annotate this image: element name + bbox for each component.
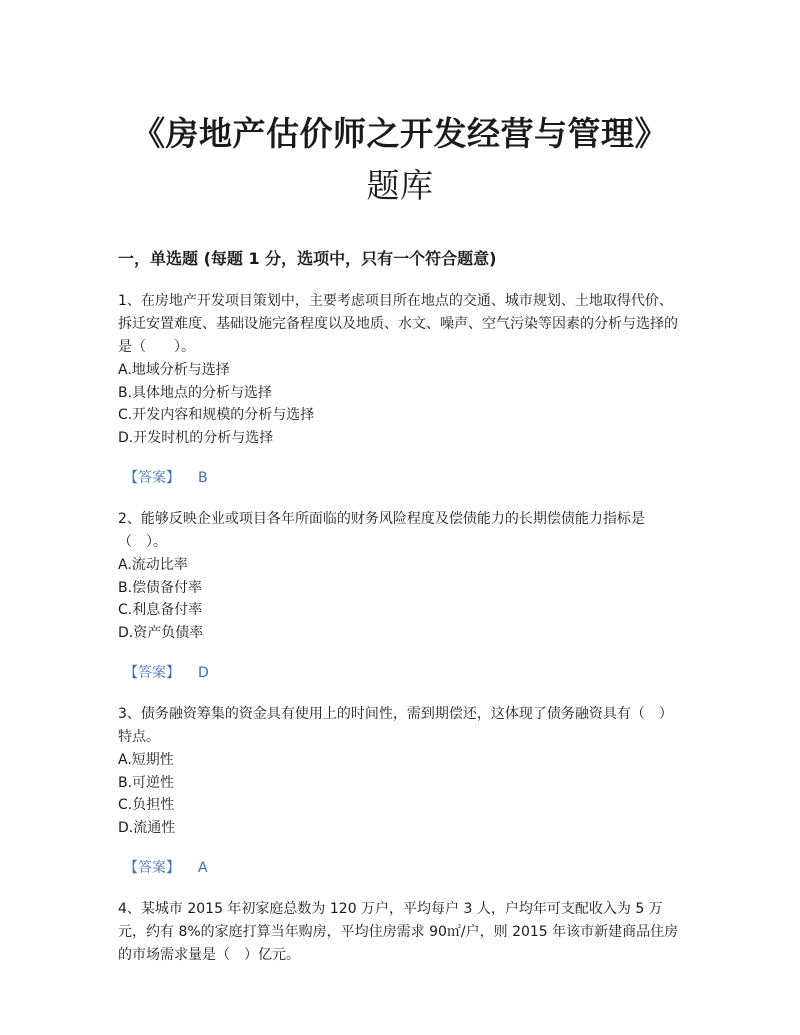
option-c: C.开发内容和规模的分析与选择 [118, 407, 315, 423]
option-d: D.流通性 [118, 819, 176, 836]
option-c: C.负担性 [118, 797, 175, 813]
option-a: A.短期性 [118, 752, 174, 768]
option-b: B.具体地点的分析与选择 [118, 384, 273, 401]
answer-label: 【答案】 [124, 470, 180, 486]
answer-value: B [198, 470, 208, 486]
answer-label: 【答案】 [124, 665, 180, 681]
question-1 [118, 290, 683, 487]
answer-line [124, 857, 683, 877]
option-a: A.地域分析与选择 [118, 362, 230, 378]
option-b: B.可逆性 [118, 774, 175, 791]
option-d: D.资产负债率 [118, 624, 204, 641]
question-stem: 4、某城市 2015 年初家庭总数为 120 万户，平均每户 3 人，户均年可支配收入为 5 万元，约有 8%的家庭打算当年购房，平均住房需求 90㎡/户，则 2015 年该市新建商品住房的市场需求量是（ ）亿元。 [118, 901, 679, 963]
question-stem: 1、在房地产开发项目策划中，主要考虑项目所在地点的交通、城市规划、土地取得代价、拆迁安置难度、基础设施完备程度以及地质、水文、噪声、空气污染等因素的分析与选择的是（ ）。 [118, 293, 678, 355]
question-2 [118, 508, 683, 682]
question-list [118, 290, 683, 967]
answer-value: A [198, 860, 208, 876]
section-heading: 一，单选题 (每题 1 分，选项中，只有一个符合题意) [118, 249, 497, 268]
option-c: C.利息备付率 [118, 602, 203, 618]
option-b: B.偿债备付率 [118, 579, 203, 596]
answer-value: D [198, 665, 209, 681]
answer-line [124, 662, 683, 682]
answer-label: 【答案】 [124, 860, 180, 876]
answer-line [124, 467, 683, 487]
option-d: D.开发时机的分析与选择 [118, 429, 274, 446]
document-subtitle: 题库 [366, 166, 434, 205]
question-stem: 3、债务融资筹集的资金具有使用上的时间性，需到期偿还，这体现了债务融资具有（ ）特点。 [118, 706, 673, 745]
question-4 [118, 898, 683, 967]
question-3 [118, 703, 683, 877]
document-title: 《房地产估价师之开发经营与管理》 [132, 114, 668, 153]
question-stem: 2、能够反映企业或项目各年所面临的财务风险程度及偿债能力的长期偿债能力指标是（ ）。 [118, 511, 645, 550]
option-a: A.流动比率 [118, 557, 188, 573]
